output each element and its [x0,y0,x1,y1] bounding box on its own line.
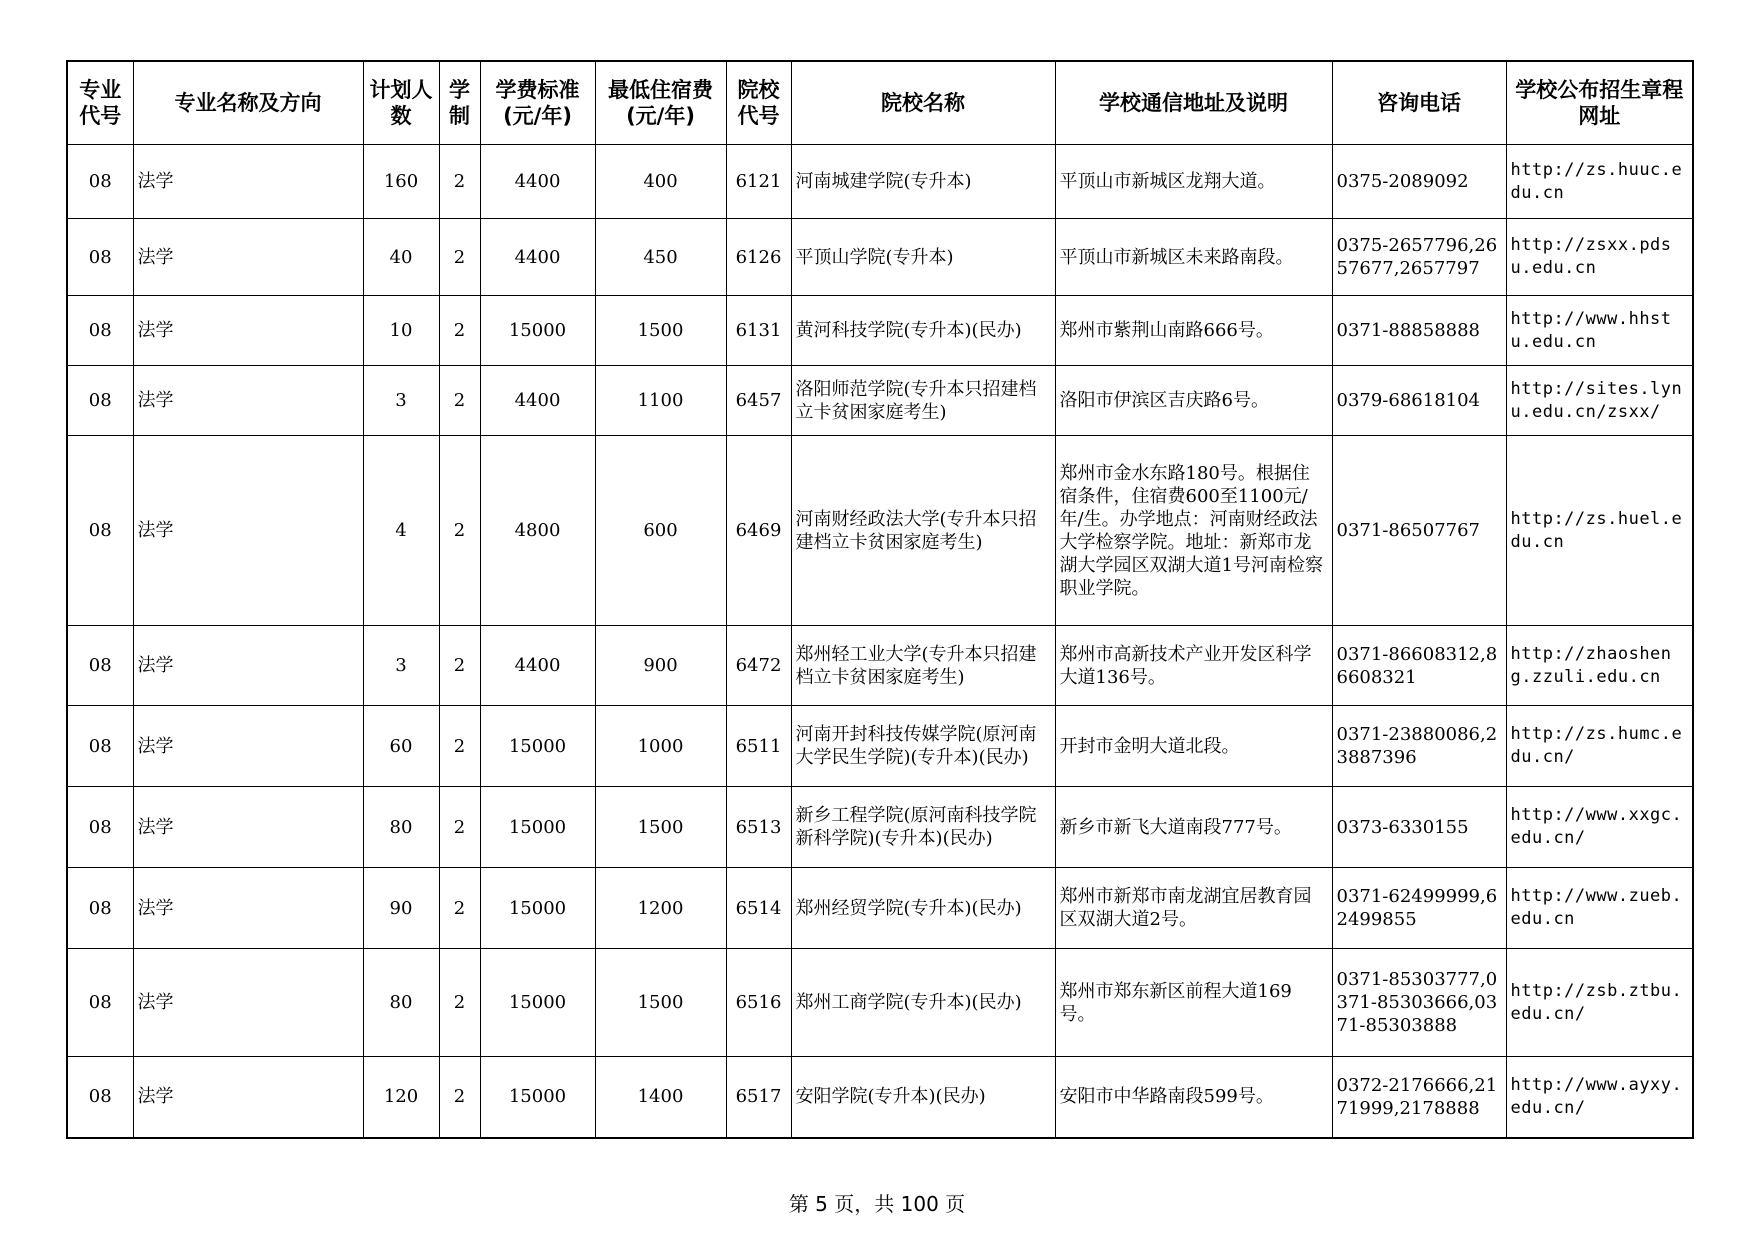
cell-url: http://www.ayxy.edu.cn/ [1506,1057,1693,1138]
cell-major-name: 法学 [133,436,363,626]
header-school-code: 院校代号 [726,61,791,145]
cell-tuition: 15000 [480,706,595,787]
header-tuition: 学费标准(元/年) [480,61,595,145]
header-phone: 咨询电话 [1332,61,1506,145]
header-url: 学校公布招生章程网址 [1506,61,1693,145]
cell-major-name: 法学 [133,706,363,787]
enrollment-table [66,60,1694,1139]
cell-dorm-fee: 1500 [595,296,726,366]
cell-duration: 2 [439,436,480,626]
cell-address: 郑州市金水东路180号。根据住宿条件，住宿费600至1100元/年/生。办学地点：河南财经政法大学检察学院。地址：新郑市龙湖大学园区双湖大道1号河南检察职业学院。 [1055,436,1332,626]
cell-major-name: 法学 [133,219,363,296]
cell-phone: 0371-86507767 [1332,436,1506,626]
cell-dorm-fee: 1200 [595,868,726,949]
cell-url: http://zs.humc.edu.cn/ [1506,706,1693,787]
cell-dorm-fee: 400 [595,145,726,219]
cell-school-name: 郑州工商学院(专升本)(民办) [791,949,1055,1057]
cell-tuition: 4400 [480,145,595,219]
cell-major-name: 法学 [133,949,363,1057]
table-row [67,626,1693,706]
cell-tuition: 4400 [480,219,595,296]
cell-duration: 2 [439,787,480,868]
header-major-code: 专业代号 [67,61,133,145]
table-header-row [67,61,1693,145]
cell-tuition: 15000 [480,868,595,949]
cell-dorm-fee: 1000 [595,706,726,787]
cell-dorm-fee: 1100 [595,366,726,436]
cell-phone: 0375-2657796,2657677,2657797 [1332,219,1506,296]
cell-duration: 2 [439,145,480,219]
cell-address: 郑州市高新技术产业开发区科学大道136号。 [1055,626,1332,706]
cell-dorm-fee: 1500 [595,787,726,868]
cell-major-name: 法学 [133,296,363,366]
cell-tuition: 15000 [480,296,595,366]
cell-major-code: 08 [67,626,133,706]
cell-plan-count: 120 [363,1057,439,1138]
cell-school-name: 安阳学院(专升本)(民办) [791,1057,1055,1138]
cell-major-code: 08 [67,145,133,219]
cell-phone: 0379-68618104 [1332,366,1506,436]
cell-address: 新乡市新飞大道南段777号。 [1055,787,1332,868]
cell-major-name: 法学 [133,1057,363,1138]
cell-duration: 2 [439,706,480,787]
cell-duration: 2 [439,366,480,436]
cell-tuition: 15000 [480,949,595,1057]
cell-phone: 0373-6330155 [1332,787,1506,868]
cell-duration: 2 [439,296,480,366]
cell-dorm-fee: 600 [595,436,726,626]
cell-major-code: 08 [67,1057,133,1138]
cell-school-name: 河南城建学院(专升本) [791,145,1055,219]
cell-school-name: 郑州经贸学院(专升本)(民办) [791,868,1055,949]
cell-plan-count: 80 [363,949,439,1057]
cell-phone: 0372-2176666,2171999,2178888 [1332,1057,1506,1138]
cell-duration: 2 [439,626,480,706]
cell-dorm-fee: 1400 [595,1057,726,1138]
cell-duration: 2 [439,949,480,1057]
cell-tuition: 15000 [480,787,595,868]
cell-school-code: 6121 [726,145,791,219]
cell-school-code: 6457 [726,366,791,436]
cell-major-code: 08 [67,868,133,949]
cell-phone: 0375-2089092 [1332,145,1506,219]
table-row [67,145,1693,219]
cell-plan-count: 40 [363,219,439,296]
cell-major-name: 法学 [133,626,363,706]
cell-school-code: 6517 [726,1057,791,1138]
header-school-name: 院校名称 [791,61,1055,145]
cell-school-name: 郑州轻工业大学(专升本只招建档立卡贫困家庭考生) [791,626,1055,706]
cell-url: http://zsb.ztbu.edu.cn/ [1506,949,1693,1057]
cell-url: http://zsxx.pdsu.edu.cn [1506,219,1693,296]
cell-phone: 0371-86608312,86608321 [1332,626,1506,706]
cell-plan-count: 80 [363,787,439,868]
cell-plan-count: 4 [363,436,439,626]
cell-url: http://zs.huuc.edu.cn [1506,145,1693,219]
cell-address: 安阳市中华路南段599号。 [1055,1057,1332,1138]
cell-phone: 0371-23880086,23887396 [1332,706,1506,787]
cell-school-code: 6511 [726,706,791,787]
cell-major-code: 08 [67,296,133,366]
cell-tuition: 4400 [480,626,595,706]
cell-school-code: 6469 [726,436,791,626]
table-row [67,436,1693,626]
cell-duration: 2 [439,868,480,949]
cell-phone: 0371-62499999,62499855 [1332,868,1506,949]
cell-major-code: 08 [67,949,133,1057]
header-address: 学校通信地址及说明 [1055,61,1332,145]
cell-major-code: 08 [67,787,133,868]
cell-dorm-fee: 900 [595,626,726,706]
table-row [67,1057,1693,1138]
cell-school-name: 洛阳师范学院(专升本只招建档立卡贫困家庭考生) [791,366,1055,436]
cell-address: 平顶山市新城区未来路南段。 [1055,219,1332,296]
cell-school-name: 河南财经政法大学(专升本只招建档立卡贫困家庭考生) [791,436,1055,626]
cell-address: 郑州市紫荆山南路666号。 [1055,296,1332,366]
cell-url: http://www.hhstu.edu.cn [1506,296,1693,366]
cell-school-code: 6126 [726,219,791,296]
cell-phone: 0371-85303777,0371-85303666,0371-85303888 [1332,949,1506,1057]
cell-url: http://sites.lynu.edu.cn/zsxx/ [1506,366,1693,436]
cell-tuition: 15000 [480,1057,595,1138]
cell-school-code: 6513 [726,787,791,868]
table-row [67,787,1693,868]
cell-tuition: 4400 [480,366,595,436]
table-row [67,219,1693,296]
cell-school-name: 平顶山学院(专升本) [791,219,1055,296]
header-plan-count: 计划人数 [363,61,439,145]
cell-major-name: 法学 [133,868,363,949]
cell-address: 郑州市郑东新区前程大道169号。 [1055,949,1332,1057]
cell-major-code: 08 [67,436,133,626]
cell-school-code: 6472 [726,626,791,706]
table-row [67,706,1693,787]
cell-school-name: 黄河科技学院(专升本)(民办) [791,296,1055,366]
cell-address: 开封市金明大道北段。 [1055,706,1332,787]
cell-duration: 2 [439,219,480,296]
cell-school-code: 6514 [726,868,791,949]
cell-url: http://www.xxgc.edu.cn/ [1506,787,1693,868]
header-major-name: 专业名称及方向 [133,61,363,145]
cell-url: http://zhaosheng.zzuli.edu.cn [1506,626,1693,706]
cell-address: 平顶山市新城区龙翔大道。 [1055,145,1332,219]
cell-phone: 0371-88858888 [1332,296,1506,366]
cell-plan-count: 60 [363,706,439,787]
cell-major-code: 08 [67,366,133,436]
header-duration: 学制 [439,61,480,145]
page-number-footer: 第 5 页，共 100 页 [788,1192,966,1216]
table-row [67,366,1693,436]
cell-major-name: 法学 [133,366,363,436]
cell-address: 洛阳市伊滨区吉庆路6号。 [1055,366,1332,436]
cell-duration: 2 [439,1057,480,1138]
cell-url: http://zs.huel.edu.cn [1506,436,1693,626]
cell-plan-count: 3 [363,366,439,436]
table-row [67,868,1693,949]
cell-tuition: 4800 [480,436,595,626]
table-row [67,949,1693,1057]
cell-school-code: 6131 [726,296,791,366]
cell-dorm-fee: 1500 [595,949,726,1057]
table-row [67,296,1693,366]
cell-major-name: 法学 [133,787,363,868]
cell-major-code: 08 [67,706,133,787]
cell-address: 郑州市新郑市南龙湖宜居教育园区双湖大道2号。 [1055,868,1332,949]
cell-plan-count: 3 [363,626,439,706]
cell-school-name: 河南开封科技传媒学院(原河南大学民生学院)(专升本)(民办) [791,706,1055,787]
cell-school-code: 6516 [726,949,791,1057]
cell-plan-count: 160 [363,145,439,219]
cell-dorm-fee: 450 [595,219,726,296]
cell-plan-count: 90 [363,868,439,949]
cell-school-name: 新乡工程学院(原河南科技学院新科学院)(专升本)(民办) [791,787,1055,868]
cell-url: http://www.zueb.edu.cn [1506,868,1693,949]
cell-major-code: 08 [67,219,133,296]
cell-major-name: 法学 [133,145,363,219]
cell-plan-count: 10 [363,296,439,366]
header-dorm-fee: 最低住宿费(元/年) [595,61,726,145]
